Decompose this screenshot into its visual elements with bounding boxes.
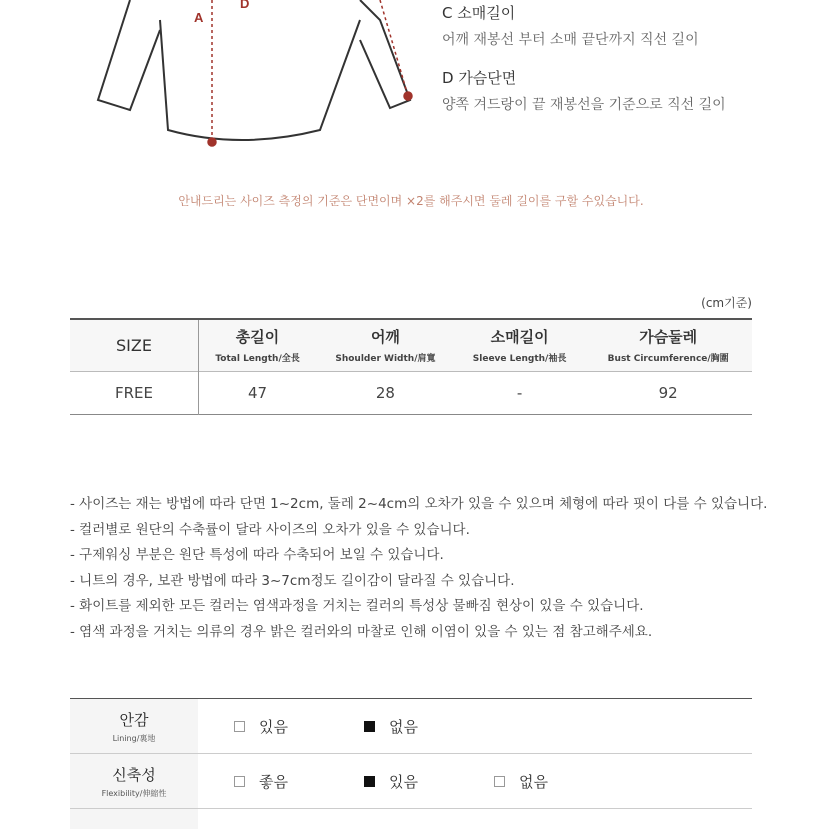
size-table: [70, 318, 752, 415]
measurement-desc-c: 어깨 재봉선 부터 소매 끝단까지 직선 길이: [442, 32, 699, 48]
checkbox-filled-icon: [364, 721, 375, 732]
measurement-term-d: D 가슴단면: [442, 69, 517, 87]
attr-options-lining: [198, 699, 494, 753]
attr-row-flexibility: [70, 754, 752, 809]
sleeve-measure-line: [380, 0, 408, 96]
fabric-attributes: [70, 698, 752, 829]
checkbox-empty-icon: [494, 776, 505, 787]
size-notes: [70, 492, 770, 645]
size-table-header: [70, 319, 752, 371]
note-item: - 염색 과정을 거치는 의류의 경우 밝은 컬러와의 마찰로 인해 이염이 있을 수 있는 점 참고해주세요.: [70, 623, 653, 640]
col-bust: 가슴둘레 Bust Circumference/胸圍: [607, 328, 729, 365]
note-item: - 화이트를 제외한 모든 컬러는 염색과정을 거치는 컬러의 특성상 물빠짐 현상이 있을 수 있습니다.: [70, 598, 644, 614]
option-flex-some: 있음: [364, 771, 494, 792]
note-item: - 사이즈는 재는 방법에 따라 단면 1~2cm, 둘레 2~4cm의 오차가 있을 수 있으며 체형에 따라 핏이 다를 수 있습니다.: [70, 496, 768, 512]
note-item: - 컬러별로 원단의 수축률이 달라 사이즈의 오차가 있을 수 있습니다.: [70, 521, 470, 538]
checkbox-filled-icon: [364, 776, 375, 787]
attr-row-partial: [70, 809, 752, 829]
measurement-notice: 안내드리는 사이즈 측정의 기준은 단면이며 ×2를 해주시면 둘레 길이를 구할 수있습니다.: [178, 194, 644, 208]
attr-label-flexibility: 신축성 Flexibility/伸縮性: [70, 754, 198, 808]
sleeve-measure-dot: [404, 92, 412, 100]
measurement-legend: [442, 0, 726, 114]
bust-value: 92: [658, 383, 678, 402]
option-lining-no: 없음: [364, 716, 494, 737]
checkbox-empty-icon: [234, 721, 245, 732]
size-header: SIZE: [70, 319, 199, 371]
option-lining-yes: 있음: [234, 716, 364, 737]
col-shoulder-width: 어깨 Shoulder Width/肩寬: [335, 328, 436, 365]
unit-label: (cm기준): [701, 296, 752, 310]
attr-label-partial: [70, 809, 198, 829]
right-sleeve-outline: [360, 0, 410, 108]
attr-label-lining: 안감 Lining/裏地: [70, 699, 198, 753]
shoulder-width-value: 28: [375, 383, 395, 402]
sleeve-length-value: -: [516, 383, 523, 402]
checkbox-empty-icon: [234, 776, 245, 787]
left-sleeve-outline: [98, 0, 160, 110]
garment-diagram: [90, 0, 430, 160]
measurement-desc-d: 양쪽 겨드랑이 끝 재봉선을 기준으로 직선 길이: [442, 97, 726, 113]
length-measure-dot: [208, 138, 216, 146]
size-value: FREE: [70, 371, 199, 414]
attr-row-lining: [70, 699, 752, 754]
attr-options-flexibility: [198, 754, 624, 808]
body-outline: [160, 20, 360, 140]
label-a: A: [194, 10, 204, 25]
measurement-term-c: C 소매길이: [442, 4, 516, 22]
note-item: - 구제워싱 부분은 원단 특성에 따라 수축되어 보일 수 있습니다.: [70, 547, 444, 563]
table-row: [70, 371, 752, 414]
total-length-value: 47: [248, 383, 268, 402]
option-flex-none: 없음: [494, 771, 624, 792]
label-d: D: [240, 0, 250, 11]
col-sleeve-length: 소매길이 Sleeve Length/袖長: [472, 328, 567, 365]
option-flex-good: 좋음: [234, 771, 364, 792]
col-total-length: 총길이 Total Length/全長: [215, 328, 300, 365]
note-item: - 니트의 경우, 보관 방법에 따라 3~7cm정도 길이감이 달라질 수 있습니다.: [70, 572, 515, 589]
